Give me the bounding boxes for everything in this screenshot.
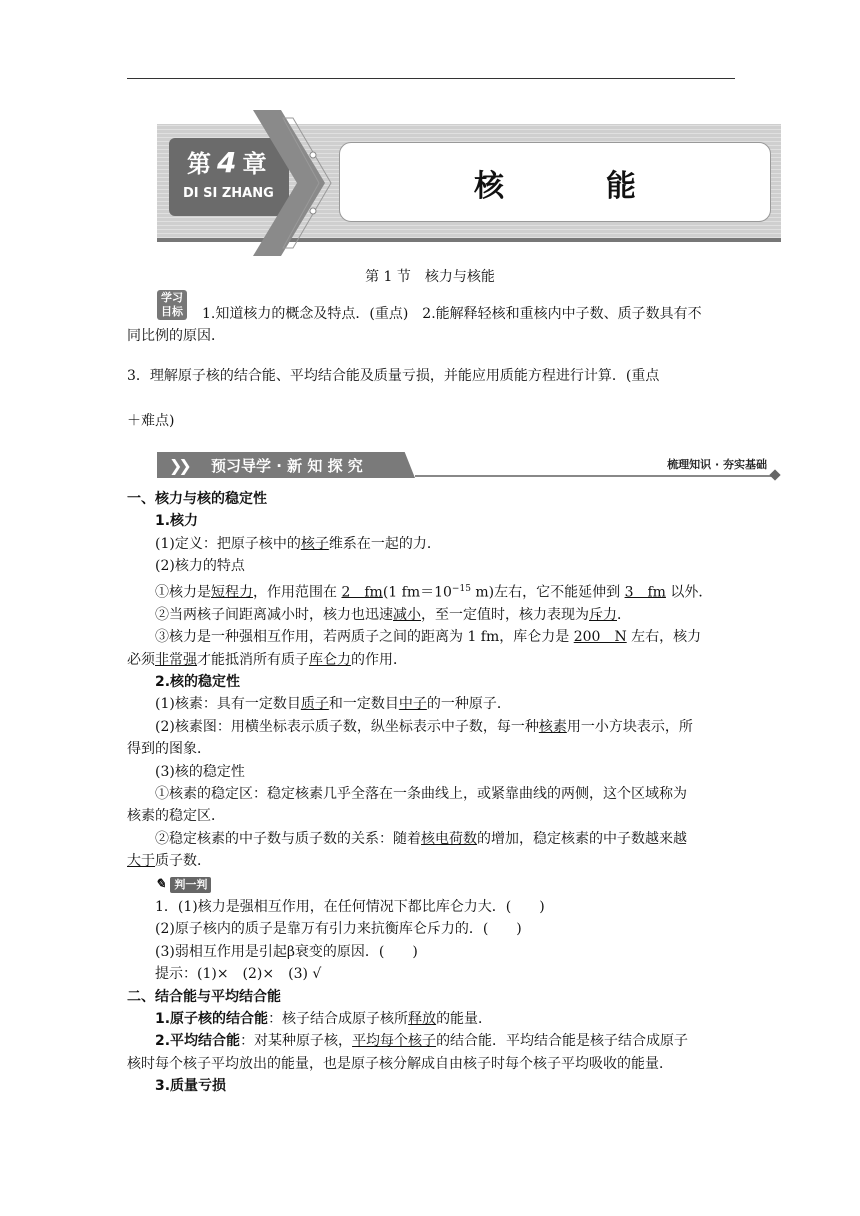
stability-zone-cont: 核素的稳定区． (127, 808, 225, 825)
nuclide-chart-cont: 得到的图象． (127, 741, 211, 758)
content-body (127, 488, 737, 1098)
pen-icon: ✎ (155, 876, 166, 892)
avg-binding-energy-def: 2.平均结合能：对某种原子核，平均每个核子的结合能．平均结合能是核子结合成原子 (155, 1033, 689, 1050)
judge-badge: 判一判 (170, 877, 211, 893)
feature-3: ③核力是一种强相互作用，若两质子之间的距离为 1 fm，库仑力是 200 N 左右，核力 (155, 629, 702, 646)
judge-item-3: (3)弱相互作用是引起β衰变的原因．( ) (155, 943, 418, 960)
goals-line-1: 1.知道核力的概念及特点．(重点) 2.能解释轻核和重核内中子数、质子数具有不 同比例的原因． (127, 306, 702, 344)
feature-1: ①核力是短程力，作用范围在 2 fm(1 $fm=10^{-15}$ m)左右，它不能延伸到 3 fm 以外． (155, 583, 713, 601)
nuclide-chart: (2)核素图：用横坐标表示质子数，纵坐标表示中子数，每一种核素用一小方块表示，所 (155, 718, 693, 735)
neutron-proton-relation-cont: 大于质子数． (127, 853, 211, 870)
subheading-stability: 2.核的稳定性 (155, 673, 241, 690)
binding-energy-def: 1.原子核的结合能：核子结合成原子核所释放的能量． (155, 1011, 493, 1027)
goals-line-2: 3．理解原子核的结合能、平均结合能及质量亏损，并能应用质能方程进行计算．(重点 (127, 368, 660, 384)
chapter-title-box (339, 142, 771, 222)
chapter-label: 第4章 (187, 146, 273, 179)
heading-1: 一、核力与核的稳定性 (127, 491, 267, 507)
chevron-arrow-icon (253, 110, 333, 256)
chapter-title: 核 能 (474, 169, 672, 204)
judge-item-1: 1．(1)核力是强相互作用，在任何情况下都比库仑力大．( ) (155, 898, 545, 915)
section-bar (157, 452, 779, 478)
avg-binding-energy-cont: 核时每个核子平均放出的能量，也是原子核分解成自由核子时每个核子平均吸收的能量． (127, 1055, 673, 1072)
section-bar-label: 预习导学 · 新 知 探 究 (211, 457, 363, 475)
banner-bottom-rule (157, 238, 781, 242)
subheading-nuclear-force: 1.核力 (155, 513, 199, 530)
header-rule (127, 78, 735, 79)
stability-zone: ①核素的稳定区：稳定核素几乎全落在一条曲线上，或紧靠曲线的两侧，这个区域称为 (155, 785, 687, 802)
chapter-pinyin: DI SI ZHANG (183, 186, 274, 201)
nuclide-definition: (1)核素：具有一定数目质子和一定数目中子的一种原子． (155, 696, 511, 713)
feature-2: ②当两核子间距离减小时，核力也迅速减小，至一定值时，核力表现为斥力． (155, 606, 631, 623)
diamond-icon (769, 469, 780, 480)
section-bar-subtitle: 梳理知识 · 夯实基础 (667, 458, 767, 471)
chapter-banner (157, 110, 781, 256)
neutron-proton-relation: ②稳定核素的中子数与质子数的关系：随着核电荷数的增加，稳定核素的中子数越来越 (155, 830, 687, 847)
judge-item-2: (2)原子核内的质子是靠万有引力来抗衡库仑斥力的．( ) (155, 921, 522, 938)
goals-line-3: ＋难点) (127, 413, 175, 429)
feature-3-cont: 必须非常强才能抵消所有质子库仑力的作用． (127, 651, 407, 668)
heading-2: 二、结合能与平均结合能 (127, 988, 281, 1005)
stability-heading: (3)核的稳定性 (155, 763, 245, 780)
goals-badge: 学习 目标 (157, 290, 187, 320)
hint-line: 提示：(1)× (2)× (3) √ (155, 966, 322, 983)
mass-defect-heading: 3.质量亏损 (155, 1078, 227, 1095)
section-title: 第 1 节 核力与核能 (365, 269, 495, 285)
definition-line: (1)定义：把原子核中的核子维系在一起的力． (155, 535, 441, 552)
judge-header (127, 873, 737, 896)
double-chevron-icon: ❯❯ (169, 456, 188, 475)
features-heading: (2)核力的特点 (155, 558, 245, 575)
section-bar-rule (415, 475, 773, 477)
